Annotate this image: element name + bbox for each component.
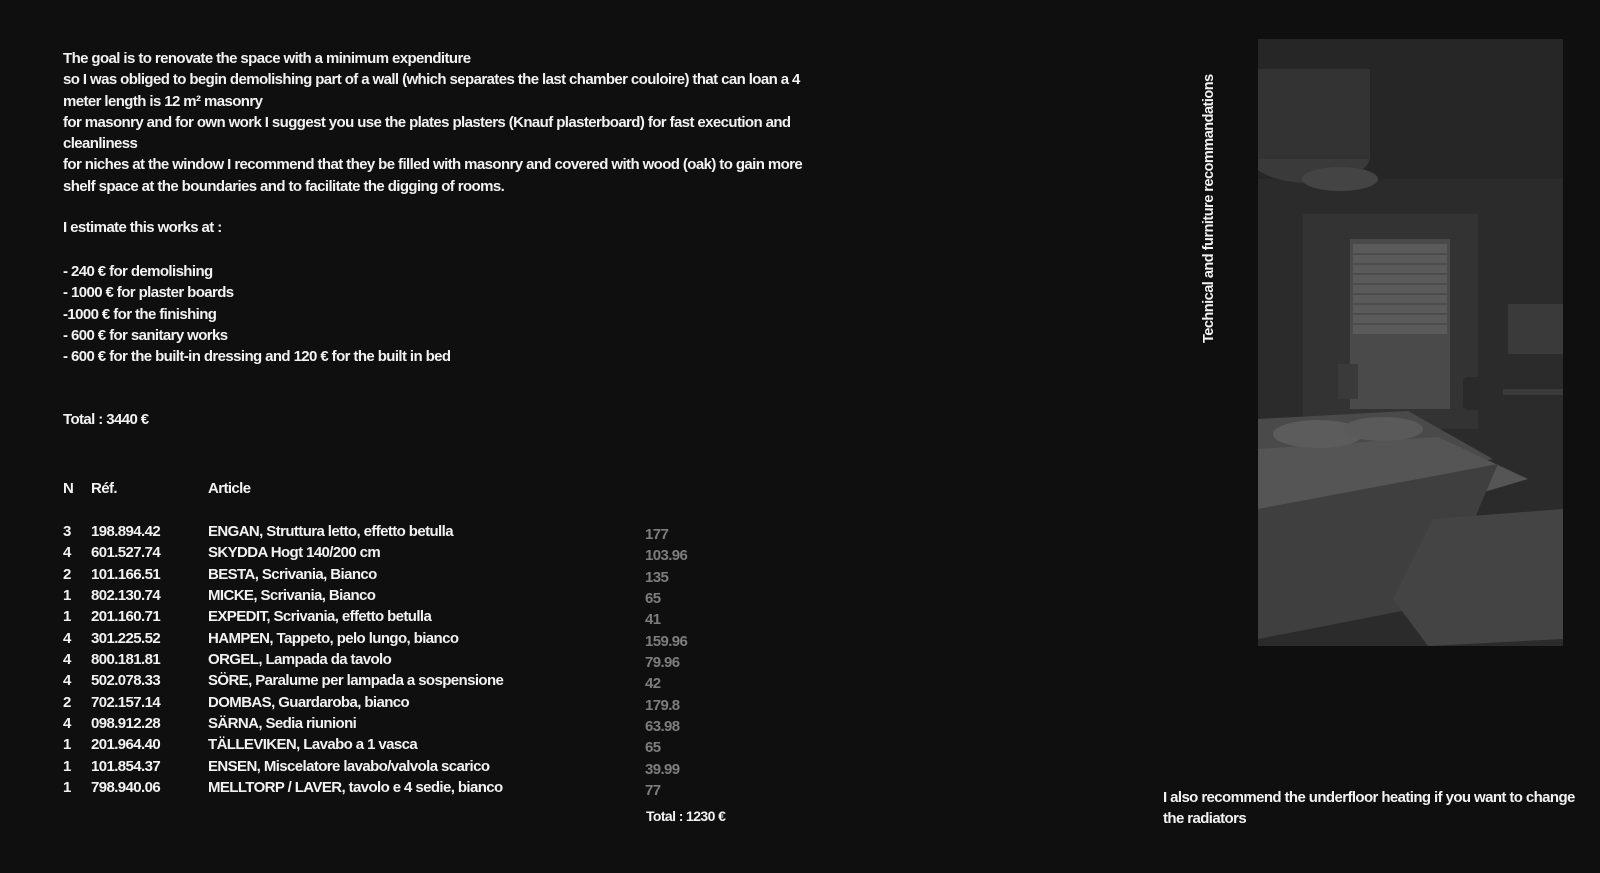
qty-cell: 1 — [63, 757, 71, 775]
table-row — [63, 694, 763, 715]
intro-text — [63, 48, 803, 197]
article-cell: BESTA, Scrivania, Bianco — [208, 565, 377, 583]
cost-list — [63, 261, 451, 367]
table-row — [63, 779, 763, 800]
ref-cell: 802.130.74 — [91, 587, 161, 605]
ref-cell: 800.181.81 — [91, 651, 161, 669]
table-row — [63, 523, 763, 544]
ref-cell: 201.160.71 — [91, 608, 161, 626]
price-cell: 179.8 — [645, 696, 680, 714]
qty-cell: 1 — [63, 608, 71, 626]
article-cell: SÖRE, Paralume per lampada a sospensione — [208, 672, 504, 690]
qty-cell: 2 — [63, 693, 71, 711]
column-header-n: N — [63, 480, 74, 497]
intro-line: so I was obliged to begin demolishing part of a wall (which separates the last chamber couloire) that can loan a 4 meter length is 12 m² masonry — [63, 71, 800, 110]
bedroom-render-image — [1258, 39, 1563, 646]
ref-cell: 301.225.52 — [91, 629, 161, 647]
qty-cell: 1 — [63, 736, 71, 754]
article-cell: ENSEN, Miscelatore lavabo/valvola scarico — [208, 757, 490, 775]
table-row — [63, 758, 763, 779]
intro-line: The goal is to renovate the space with a minimum expenditure — [63, 50, 471, 67]
article-cell: EXPEDIT, Scrivania, effetto betulla — [208, 608, 432, 626]
qty-cell: 2 — [63, 565, 71, 583]
table-row — [63, 651, 763, 672]
column-header-ref: Réf. — [91, 480, 117, 497]
price-cell: 79.96 — [645, 654, 680, 672]
table-row — [63, 608, 763, 629]
qty-cell: 1 — [63, 587, 71, 605]
qty-cell: 4 — [63, 651, 71, 669]
qty-cell: 3 — [63, 523, 71, 540]
ref-cell: 198.894.42 — [91, 523, 161, 540]
column-header-article: Article — [208, 480, 251, 497]
estimate-heading: I estimate this works at : — [63, 219, 222, 236]
article-cell: TÄLLEVIKEN, Lavabo a 1 vasca — [208, 736, 418, 754]
cost-item: -1000 € for the finishing — [63, 305, 217, 323]
furniture-table — [63, 523, 763, 800]
article-cell: SÄRNA, Sedia riunioni — [208, 715, 357, 733]
price-cell: 177 — [645, 526, 669, 543]
table-row — [63, 544, 763, 565]
price-cell: 65 — [645, 590, 661, 608]
article-cell: HAMPEN, Tappeto, pelo lungo, bianco — [208, 629, 459, 647]
article-cell: MELLTORP / LAVER, tavolo e 4 sedie, bianco — [208, 779, 503, 797]
table-row — [63, 715, 763, 736]
price-cell: 77 — [645, 782, 661, 800]
ref-cell: 101.854.37 — [91, 757, 161, 775]
table-row — [63, 587, 763, 608]
cost-item: - 240 € for demolishing — [63, 263, 213, 280]
article-cell: MICKE, Scrivania, Bianco — [208, 587, 376, 605]
price-cell: 42 — [645, 675, 661, 693]
cost-item: - 1000 € for plaster boards — [63, 284, 234, 302]
ref-cell: 098.912.28 — [91, 715, 161, 733]
ref-cell: 601.527.74 — [91, 544, 161, 562]
qty-cell: 4 — [63, 715, 71, 733]
table-row — [63, 736, 763, 757]
price-cell: 65 — [645, 739, 661, 757]
qty-cell: 1 — [63, 779, 71, 797]
qty-cell: 4 — [63, 629, 71, 647]
qty-cell: 4 — [63, 672, 71, 690]
ref-cell: 798.940.06 — [91, 779, 161, 797]
table-total: Total : 1230 € — [646, 808, 726, 824]
qty-cell: 4 — [63, 544, 71, 562]
article-cell: SKYDDA Hogt 140/200 cm — [208, 544, 381, 562]
cost-item: - 600 € for sanitary works — [63, 326, 228, 344]
ref-cell: 502.078.33 — [91, 672, 161, 690]
estimate-total: Total : 3440 € — [63, 411, 149, 428]
table-row — [63, 566, 763, 587]
price-cell: 103.96 — [645, 547, 688, 565]
ref-cell: 101.166.51 — [91, 565, 161, 583]
ref-cell: 702.157.14 — [91, 693, 161, 711]
cost-item: - 600 € for the built-in dressing and 120 € for the built in bed — [63, 348, 451, 366]
table-row — [63, 630, 763, 651]
side-title: Technical and furniture recommandations — [1201, 74, 1217, 343]
intro-line: for masonry and for own work I suggest you use the plates plasters (Knauf plasterboard) for fast execution and cleanliness — [63, 113, 791, 153]
article-cell: ENGAN, Struttura letto, effetto betulla — [208, 523, 453, 540]
price-cell: 159.96 — [645, 632, 688, 650]
price-cell: 41 — [645, 611, 661, 629]
table-row — [63, 672, 763, 693]
price-cell: 39.99 — [645, 760, 680, 778]
intro-line: for niches at the window I recommend that they be filled with masonry and covered with wood (oak) to gain more shelf space at the boundaries and to facilitate the digging of rooms. — [63, 156, 803, 195]
ref-cell: 201.964.40 — [91, 736, 161, 754]
article-cell: DOMBAS, Guardaroba, bianco — [208, 693, 410, 711]
price-cell: 63.98 — [645, 718, 680, 736]
underfloor-heating-note: I also recommend the underfloor heating if you want to change the radiators — [1163, 789, 1575, 828]
price-cell: 135 — [645, 568, 669, 586]
article-cell: ORGEL, Lampada da tavolo — [208, 651, 392, 669]
